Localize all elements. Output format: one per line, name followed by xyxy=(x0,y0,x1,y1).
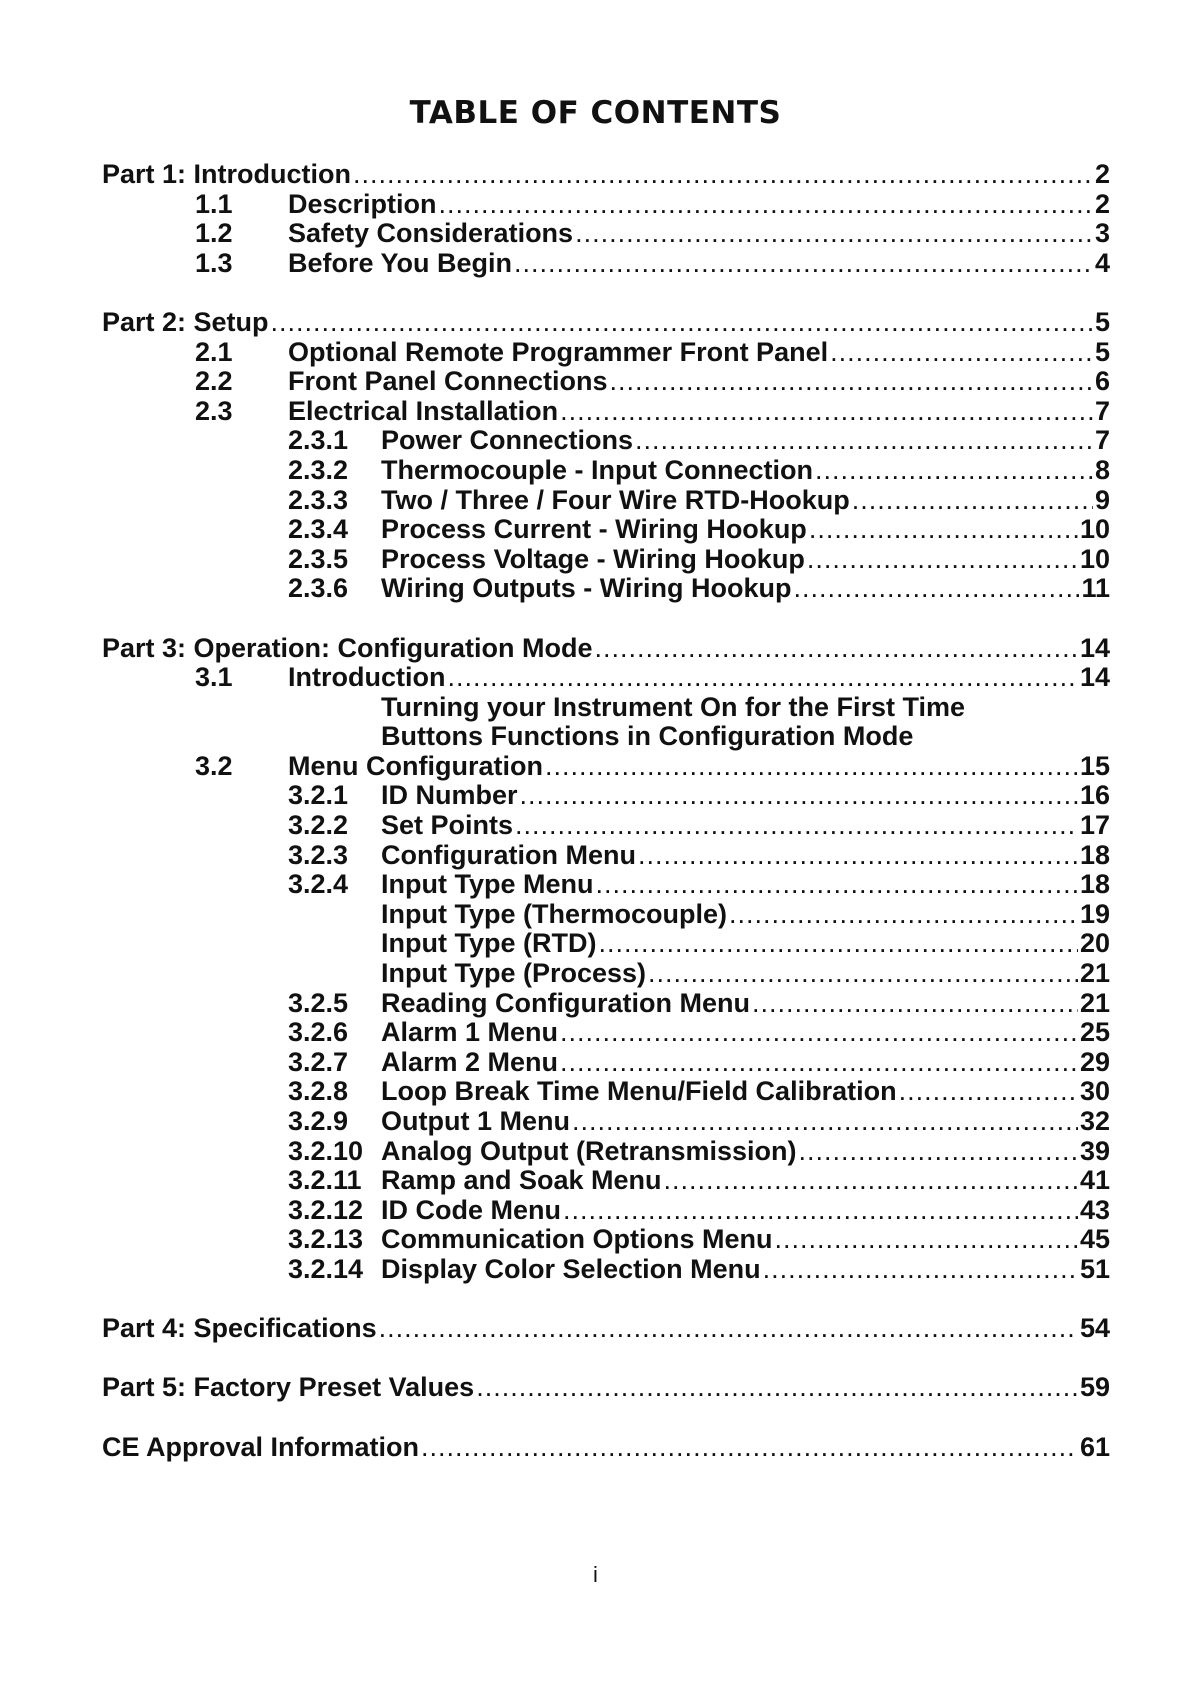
toc-entry-number: 3.2.5 xyxy=(288,987,349,1018)
toc-entry-label: CE Approval Information xyxy=(102,1431,420,1462)
toc-entry[interactable] xyxy=(102,160,1110,190)
toc-dot-leader xyxy=(598,929,1077,959)
toc-entry[interactable] xyxy=(102,900,1110,930)
toc-entry-page: 21 xyxy=(1079,958,1110,989)
toc-entry-page: 7 xyxy=(1094,395,1110,426)
toc-dot-leader xyxy=(899,1077,1078,1107)
toc-entry-label: Turning your Instrument On for the First Time xyxy=(381,691,966,722)
toc-entry[interactable] xyxy=(102,515,1110,545)
toc-entry[interactable] xyxy=(102,1018,1110,1048)
toc-entry[interactable] xyxy=(102,338,1110,368)
toc-entry-label: Two / Three / Four Wire RTD-Hookup xyxy=(381,484,850,515)
toc-entry[interactable] xyxy=(102,1225,1110,1255)
toc-entry-label: Input Type (RTD) xyxy=(381,928,597,959)
toc-entry[interactable] xyxy=(102,308,1110,338)
toc-entry-label: Set Points xyxy=(381,810,514,841)
toc-entry-label: Thermocouple - Input Connection xyxy=(381,454,813,485)
toc-entry-number: 3.1 xyxy=(195,662,233,693)
toc-dot-leader xyxy=(520,781,1078,811)
toc-dot-leader xyxy=(648,959,1078,989)
toc-entry-page: 14 xyxy=(1079,632,1110,663)
toc-dot-leader xyxy=(271,308,1093,338)
toc-entry[interactable] xyxy=(102,486,1110,516)
toc-entry-number: 3.2.10 xyxy=(288,1135,364,1166)
toc-entry-page: 14 xyxy=(1079,662,1110,693)
toc-entry-number: 3.2.4 xyxy=(288,869,349,900)
toc-entry-page: 59 xyxy=(1079,1372,1110,1403)
toc-dot-leader xyxy=(635,426,1093,456)
toc-entry[interactable] xyxy=(102,929,1110,959)
toc-entry-page: 43 xyxy=(1079,1194,1110,1225)
toc-entry[interactable] xyxy=(102,1077,1110,1107)
toc-dot-leader xyxy=(447,663,1077,693)
toc-dot-leader xyxy=(830,338,1093,368)
toc-entry-label: Optional Remote Programmer Front Panel xyxy=(288,336,829,367)
toc-entry-label: Buttons Functions in Configuration Mode xyxy=(381,721,914,752)
toc-entry-label: Input Type (Process) xyxy=(381,958,647,989)
toc-entry-label: Description xyxy=(288,188,437,219)
table-of-contents xyxy=(102,160,1110,1462)
toc-entry-page: 18 xyxy=(1079,839,1110,870)
toc-entry-page: 21 xyxy=(1079,987,1110,1018)
toc-entry-label: Reading Configuration Menu xyxy=(381,987,750,1018)
toc-entry-page: 39 xyxy=(1079,1135,1110,1166)
toc-entry-number: 2.3.2 xyxy=(288,454,349,485)
toc-entry-page: 54 xyxy=(1079,1313,1110,1344)
toc-entry-label: Input Type Menu xyxy=(381,869,594,900)
toc-entry-number: 3.2.8 xyxy=(288,1076,349,1107)
toc-dot-leader xyxy=(763,1255,1078,1285)
toc-dot-leader xyxy=(514,249,1093,279)
toc-entry[interactable] xyxy=(102,722,1110,752)
toc-entry-page: 19 xyxy=(1079,898,1110,929)
toc-entry[interactable] xyxy=(102,634,1110,664)
toc-entry-number: 3.2.12 xyxy=(288,1194,364,1225)
toc-entry-label: Part 1: Introduction xyxy=(102,159,351,189)
toc-entry-label: Introduction xyxy=(288,662,446,693)
toc-entry-page: 30 xyxy=(1079,1076,1110,1107)
toc-entry-number: 3.2.14 xyxy=(288,1253,364,1284)
toc-entry-number: 3.2.7 xyxy=(288,1046,349,1077)
toc-entry[interactable] xyxy=(102,545,1110,575)
toc-entry-page: 16 xyxy=(1079,780,1110,811)
toc-entry[interactable] xyxy=(102,693,1110,723)
toc-entry-number: 1.1 xyxy=(195,188,233,219)
toc-dot-leader xyxy=(664,1166,1078,1196)
toc-dot-leader xyxy=(852,486,1093,516)
toc-entry[interactable] xyxy=(102,1433,1110,1463)
toc-entry-label: Electrical Installation xyxy=(288,395,559,426)
toc-entry-page: 45 xyxy=(1079,1224,1110,1255)
toc-entry-label: Process Current - Wiring Hookup xyxy=(381,514,807,545)
toc-entry-page: 5 xyxy=(1094,336,1110,367)
toc-entry[interactable] xyxy=(102,249,1110,279)
toc-dot-leader xyxy=(353,160,1093,190)
toc-entry[interactable] xyxy=(102,1166,1110,1196)
toc-dot-leader xyxy=(439,190,1093,220)
toc-entry-page: 61 xyxy=(1079,1431,1110,1462)
toc-entry-number: 2.3.5 xyxy=(288,543,349,574)
toc-entry-number: 3.2.11 xyxy=(288,1165,362,1196)
toc-entry-number: 3.2.2 xyxy=(288,810,349,841)
toc-entry[interactable] xyxy=(102,811,1110,841)
toc-entry-label: Part 3: Operation: Configuration Mode xyxy=(102,632,593,663)
toc-entry-number: 3.2.3 xyxy=(288,839,349,870)
toc-entry[interactable] xyxy=(102,1048,1110,1078)
toc-dot-leader xyxy=(421,1433,1078,1463)
toc-entry-number: 2.3.1 xyxy=(288,425,349,456)
toc-entry-label: ID Code Menu xyxy=(381,1194,561,1225)
toc-entry-number: 2.1 xyxy=(195,336,233,367)
toc-entry-label: Before You Begin xyxy=(288,247,513,278)
toc-entry-label: Safety Considerations xyxy=(288,218,574,249)
toc-entry-page: 18 xyxy=(1079,869,1110,900)
toc-dot-leader xyxy=(563,1196,1078,1226)
toc-entry-label: Front Panel Connections xyxy=(288,366,608,397)
toc-entry-label: Loop Break Time Menu/Field Calibration xyxy=(381,1076,897,1107)
toc-entry[interactable] xyxy=(102,989,1110,1019)
toc-entry[interactable] xyxy=(102,752,1110,782)
toc-dot-leader xyxy=(729,900,1078,930)
toc-entry[interactable] xyxy=(102,456,1110,486)
toc-entry-number: 3.2.9 xyxy=(288,1106,349,1136)
toc-dot-leader xyxy=(752,989,1078,1019)
toc-entry-label: Part 4: Specifications xyxy=(102,1313,377,1344)
page-title: TABLE OF CONTENTS xyxy=(409,95,782,131)
toc-entry-number: 2.2 xyxy=(195,366,233,397)
toc-entry-label: Menu Configuration xyxy=(288,750,543,781)
toc-entry-page: 10 xyxy=(1079,543,1110,574)
toc-dot-leader xyxy=(572,1107,1078,1137)
toc-entry-number: 3.2 xyxy=(195,750,233,781)
toc-entry-label: Part 2: Setup xyxy=(102,306,269,337)
toc-entry-page: 32 xyxy=(1079,1106,1110,1136)
toc-dot-leader xyxy=(560,1018,1078,1048)
toc-entry-label: Communication Options Menu xyxy=(381,1224,773,1255)
toc-entry-page: 17 xyxy=(1079,810,1110,841)
toc-entry-label: Ramp and Soak Menu xyxy=(381,1165,662,1196)
toc-entry-page: 9 xyxy=(1094,484,1110,515)
toc-entry-number: 2.3 xyxy=(195,395,233,426)
toc-entry-number: 1.3 xyxy=(195,247,233,278)
toc-dot-leader xyxy=(638,841,1078,871)
page-number: i xyxy=(593,1562,598,1587)
toc-entry[interactable] xyxy=(102,219,1110,249)
toc-entry[interactable] xyxy=(102,781,1110,811)
toc-entry-label: Process Voltage - Wiring Hookup xyxy=(381,543,805,574)
toc-entry-number: 3.2.6 xyxy=(288,1017,349,1048)
toc-dot-leader xyxy=(807,545,1078,575)
toc-dot-leader xyxy=(595,870,1077,900)
toc-entry[interactable] xyxy=(102,870,1110,900)
toc-entry-label: Display Color Selection Menu xyxy=(381,1253,761,1284)
toc-entry-label: Output 1 Menu xyxy=(381,1106,570,1136)
toc-entry-label: Alarm 1 Menu xyxy=(381,1017,559,1048)
toc-entry-number: 1.2 xyxy=(195,218,233,249)
toc-entry-page: 25 xyxy=(1079,1017,1110,1048)
toc-entry-label: Part 5: Factory Preset Values xyxy=(102,1372,475,1403)
toc-entry[interactable] xyxy=(102,1196,1110,1226)
toc-entry-page: 5 xyxy=(1094,306,1110,337)
toc-entry-number: 2.3.4 xyxy=(288,514,349,545)
toc-entry-label: Wiring Outputs - Wiring Hookup xyxy=(381,573,792,604)
toc-dot-leader xyxy=(793,574,1079,604)
toc-entry[interactable] xyxy=(102,367,1110,397)
toc-entry-page: 6 xyxy=(1094,366,1110,397)
toc-entry[interactable] xyxy=(102,190,1110,220)
toc-entry-page: 11 xyxy=(1081,573,1110,604)
toc-dot-leader xyxy=(560,397,1093,427)
toc-dot-leader xyxy=(815,456,1093,486)
toc-entry-page: 41 xyxy=(1079,1165,1110,1196)
toc-dot-leader xyxy=(809,515,1078,545)
toc-entry-page: 7 xyxy=(1094,425,1110,456)
toc-entry[interactable] xyxy=(102,841,1110,871)
toc-entry-number: 2.3.6 xyxy=(288,573,349,604)
toc-entry[interactable] xyxy=(102,1107,1110,1137)
toc-entry-label: Analog Output (Retransmission) xyxy=(381,1135,797,1166)
toc-entry-page: 51 xyxy=(1079,1253,1110,1284)
toc-entry-page: 2 xyxy=(1094,188,1110,219)
toc-entry[interactable] xyxy=(102,1373,1110,1403)
toc-entry-page: 2 xyxy=(1094,159,1110,189)
toc-entry-label: Configuration Menu xyxy=(381,839,636,870)
toc-entry-page: 8 xyxy=(1094,454,1110,485)
toc-entry-label: Power Connections xyxy=(381,425,634,456)
toc-dot-leader xyxy=(379,1314,1078,1344)
toc-entry[interactable] xyxy=(102,574,1110,604)
toc-dot-leader xyxy=(799,1137,1078,1167)
toc-dot-leader xyxy=(545,752,1078,782)
toc-entry[interactable] xyxy=(102,959,1110,989)
toc-dot-leader xyxy=(560,1048,1078,1078)
toc-entry[interactable] xyxy=(102,426,1110,456)
toc-entry[interactable] xyxy=(102,1137,1110,1167)
toc-entry-label: Input Type (Thermocouple) xyxy=(381,898,727,929)
toc-entry-number: 3.2.1 xyxy=(288,780,349,811)
toc-entry-page: 3 xyxy=(1094,218,1110,249)
toc-entry-page: 4 xyxy=(1094,247,1110,278)
toc-entry-label: Alarm 2 Menu xyxy=(381,1046,559,1077)
toc-entry-number: 3.2.13 xyxy=(288,1224,364,1255)
toc-entry-page: 20 xyxy=(1079,928,1110,959)
toc-entry-page: 29 xyxy=(1079,1046,1110,1077)
toc-dot-leader xyxy=(575,219,1093,249)
toc-dot-leader xyxy=(775,1225,1078,1255)
toc-entry[interactable] xyxy=(102,1255,1110,1285)
toc-entry-number: 2.3.3 xyxy=(288,484,349,515)
toc-dot-leader xyxy=(476,1373,1078,1403)
toc-entry[interactable] xyxy=(102,663,1110,693)
toc-entry-page: 15 xyxy=(1079,750,1110,781)
toc-dot-leader xyxy=(610,367,1093,397)
toc-entry-label: ID Number xyxy=(381,780,518,811)
toc-entry[interactable] xyxy=(102,397,1110,427)
toc-dot-leader xyxy=(515,811,1078,841)
toc-dot-leader xyxy=(595,634,1078,664)
toc-entry[interactable] xyxy=(102,1314,1110,1344)
toc-entry-page: 10 xyxy=(1079,514,1110,545)
